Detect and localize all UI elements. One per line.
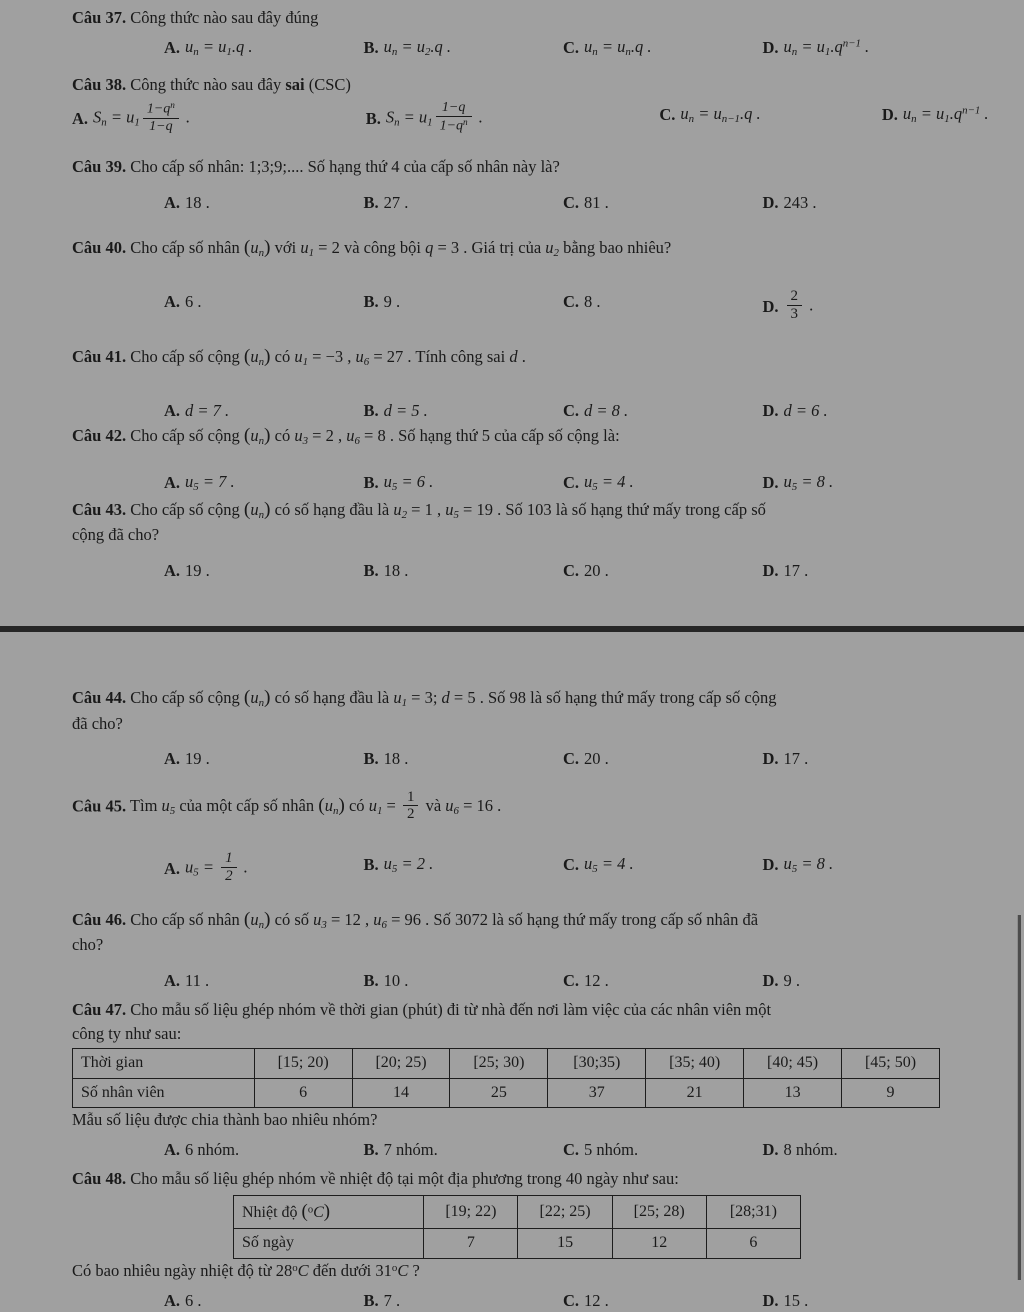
- option-b[interactable]: [364, 1138, 564, 1161]
- option-text: 8 .: [584, 291, 601, 311]
- question-46-text: Cho cấp số nhân $(u_n)$ có số $u_3 = 12$ , $u_6 = 96$ . Số 3072 là số hạng thứ mấy trong cấp số nhân đã: [130, 908, 759, 931]
- option-c[interactable]: [563, 969, 763, 992]
- question-43-options: [72, 559, 962, 582]
- option-d[interactable]: [763, 1138, 963, 1161]
- option-letter: A.: [164, 859, 181, 879]
- count-cell: 21: [646, 1078, 744, 1108]
- option-c[interactable]: [563, 470, 763, 496]
- question-47-stem: [72, 998, 962, 1021]
- option-text: 15 .: [783, 1290, 809, 1310]
- option-text: 20 .: [584, 749, 609, 769]
- option-letter: D.: [881, 105, 898, 125]
- option-letter: B.: [363, 400, 379, 420]
- option-b[interactable]: [364, 1289, 564, 1312]
- question-42: [72, 422, 962, 495]
- option-letter: C.: [563, 291, 580, 311]
- option-text: 6 .: [185, 1290, 202, 1310]
- option-text: $u_5 = 8$ .: [783, 854, 834, 876]
- option-letter: B.: [365, 109, 381, 129]
- question-46-options: [72, 969, 962, 992]
- question-48-text: Cho mẫu số liệu ghép nhóm về nhiệt độ tại một địa phương trong 40 ngày như sau:: [130, 1169, 679, 1189]
- option-letter: B.: [363, 1290, 379, 1310]
- option-text: d = 8 .: [584, 400, 629, 420]
- question-39-label: Câu 39.: [72, 157, 127, 177]
- option-text: $u_5 = 4$ .: [584, 472, 634, 494]
- option-text: $u_n = u_{n-1}.q$ .: [680, 104, 761, 126]
- option-d[interactable]: [762, 287, 963, 324]
- interval-cell: [22; 25): [518, 1195, 612, 1229]
- option-c[interactable]: [563, 399, 763, 422]
- option-text: $u_5 = 4$ .: [584, 854, 634, 876]
- question-40-label: Câu 40.: [72, 238, 127, 258]
- option-a[interactable]: [164, 559, 364, 582]
- option-text: 18 .: [383, 560, 409, 580]
- option-text: 9 .: [783, 970, 801, 990]
- question-46-label: Câu 46.: [72, 909, 127, 929]
- question-39: [72, 155, 962, 214]
- option-letter: A.: [164, 749, 181, 769]
- question-37-stem: [72, 6, 962, 29]
- question-45-stem: [72, 788, 962, 825]
- option-d[interactable]: [763, 969, 963, 992]
- question-44-text: Cho cấp số cộng $(u_n)$ có số hạng đầu là $u_1 = 3$; d = 5 . Số 98 là số hạng thứ mấy trong cấp số cộng: [130, 687, 777, 710]
- fraction-numerator: 2: [787, 289, 803, 306]
- option-a[interactable]: [164, 1289, 364, 1312]
- option-letter: A.: [72, 109, 89, 129]
- option-b[interactable]: [364, 559, 564, 582]
- option-text: 81 .: [584, 192, 609, 212]
- question-39-options: [72, 191, 962, 214]
- option-text: 243 .: [783, 192, 817, 212]
- question-43-stem: [72, 496, 962, 524]
- option-d[interactable]: [763, 191, 963, 214]
- question-48-subquestion: Có bao nhiêu ngày nhiệt độ từ 28$^o$C đến dưới 31$^o$C ?: [72, 1261, 420, 1281]
- option-a[interactable]: [72, 102, 366, 135]
- option-text: 11 .: [185, 970, 210, 990]
- question-40: [72, 234, 962, 323]
- option-text: d = 6 .: [783, 400, 828, 420]
- table-row: [73, 1078, 940, 1108]
- interval-cell: [28;31): [706, 1195, 800, 1229]
- interval-cell: [19; 22): [424, 1195, 518, 1229]
- option-a[interactable]: [164, 191, 364, 214]
- option-letter: A.: [164, 38, 181, 58]
- option-letter: B.: [363, 1139, 379, 1159]
- option-d[interactable]: [763, 35, 963, 61]
- option-text: 12 .: [584, 1290, 609, 1310]
- grouped-data-table-time: [72, 1048, 940, 1108]
- question-44: [72, 684, 962, 770]
- option-text: 7 nhóm.: [383, 1139, 438, 1159]
- question-43-stem-line2: cộng đã cho?: [72, 525, 160, 545]
- question-38-options: [72, 100, 989, 135]
- question-47-text-line1: Cho mẫu số liệu ghép nhóm về thời gian (phút) đi từ nhà đến nơi làm việc của các nhân viên một: [130, 1000, 772, 1020]
- option-b[interactable]: [364, 399, 564, 422]
- option-text: d = 5 .: [383, 400, 428, 420]
- option-text: $u_5$ = $\frac{1}{2}$ .: [185, 850, 248, 884]
- question-44-options: [72, 747, 962, 770]
- interval-cell: [15; 20): [254, 1048, 352, 1078]
- count-cell: 6: [254, 1078, 352, 1108]
- question-44-label: Câu 44.: [72, 688, 127, 708]
- page-right-edge-rail[interactable]: [1017, 915, 1021, 1280]
- count-cell: 25: [450, 1078, 548, 1108]
- row-header-time: Thời gian: [73, 1048, 255, 1078]
- question-45: [72, 788, 962, 886]
- option-letter: C.: [563, 855, 580, 875]
- question-43-label: Câu 43.: [72, 499, 127, 519]
- row-header-days: Số ngày: [234, 1229, 424, 1259]
- option-c[interactable]: [563, 559, 763, 582]
- option-b[interactable]: [364, 290, 564, 313]
- question-38-keyword: sai: [285, 74, 305, 94]
- count-cell: 9: [842, 1078, 940, 1108]
- option-letter: D.: [762, 400, 779, 420]
- question-45-text: Tìm $u_5$ của một cấp số nhân $(u_n)$ có $u_1$ = $\frac{1}{2}$ và $u_6 = 16$ .: [129, 788, 502, 823]
- interval-cell: [40; 45): [744, 1048, 842, 1078]
- question-44-stem: [72, 684, 962, 712]
- option-a[interactable]: [164, 290, 364, 313]
- option-letter: C.: [659, 105, 676, 125]
- option-text: 17 .: [783, 749, 809, 769]
- option-text: $u_5 = 6$ .: [383, 472, 434, 494]
- option-text: $\frac{2}{3}$ .: [784, 290, 814, 324]
- option-letter: D.: [762, 296, 779, 316]
- option-letter: A.: [164, 400, 181, 420]
- interval-cell: [45; 50): [842, 1048, 940, 1078]
- option-text: 18 .: [185, 192, 210, 212]
- interval-cell: [25; 28): [612, 1195, 706, 1229]
- option-letter: C.: [563, 473, 580, 493]
- question-48-stem: [72, 1167, 962, 1190]
- option-text: $u_n = u_1.q^{n-1}$ .: [902, 104, 989, 126]
- option-c[interactable]: [563, 1138, 763, 1161]
- option-letter: A.: [164, 473, 181, 493]
- option-letter: C.: [563, 192, 580, 212]
- question-48-options: [72, 1289, 962, 1312]
- question-47-subquestion: Mẫu số liệu được chia thành bao nhiêu nhóm?: [72, 1110, 378, 1130]
- option-d[interactable]: [763, 852, 963, 878]
- option-b[interactable]: [364, 969, 564, 992]
- option-text: 10 .: [383, 970, 409, 990]
- option-letter: C.: [563, 560, 580, 580]
- option-b[interactable]: [364, 747, 564, 770]
- count-cell: 12: [612, 1229, 706, 1259]
- question-38-text-pre: Công thức nào sau đây: [130, 74, 286, 94]
- question-40-text: Cho cấp số nhân $(u_n)$ với $u_1 = 2$ và công bội q = 3 . Giá trị của $u_2$ bằng bao nhiêu?: [130, 237, 672, 260]
- fraction-numerator: 1: [403, 790, 419, 807]
- question-40-stem: [72, 234, 962, 262]
- question-37-options: [72, 35, 962, 61]
- option-b[interactable]: [364, 470, 564, 496]
- option-letter: D.: [762, 970, 779, 990]
- grouped-data-table-temperature: [233, 1195, 801, 1260]
- question-47-stem-line2: công ty như sau:: [72, 1023, 182, 1043]
- option-c[interactable]: [563, 191, 763, 214]
- option-text: 27 .: [383, 192, 409, 212]
- question-41: [72, 343, 962, 422]
- interval-cell: [25; 30): [450, 1048, 548, 1078]
- option-letter: D.: [762, 192, 779, 212]
- option-text: 6 .: [185, 291, 202, 311]
- option-text: 7 .: [383, 1290, 401, 1310]
- option-a[interactable]: [164, 399, 364, 422]
- option-text: $u_5 = 8$ .: [783, 472, 834, 494]
- option-letter: B.: [363, 560, 379, 580]
- option-a[interactable]: [164, 470, 364, 496]
- question-47: [72, 998, 962, 1161]
- count-cell: 15: [518, 1229, 612, 1259]
- option-letter: D.: [762, 749, 779, 769]
- sheet-top: [0, 0, 1024, 582]
- option-c[interactable]: [563, 852, 763, 878]
- row-header-temperature: Nhiệt độ ($^o$C): [234, 1195, 424, 1229]
- option-letter: A.: [164, 970, 181, 990]
- question-47-options: [72, 1138, 962, 1161]
- option-text: $S_n = u_1$ $\frac{1-q}{1-q^n}$ .: [385, 100, 483, 134]
- option-letter: A.: [164, 560, 181, 580]
- option-d[interactable]: [882, 102, 1024, 128]
- question-41-options: [72, 399, 962, 422]
- option-text: 8 nhóm.: [783, 1139, 838, 1159]
- table-row: [234, 1195, 801, 1229]
- option-text: 12 .: [584, 970, 609, 990]
- option-a[interactable]: [164, 969, 364, 992]
- question-46-stem: [72, 906, 962, 934]
- option-letter: A.: [164, 1290, 181, 1310]
- question-37-label: Câu 37.: [72, 8, 127, 27]
- table-row: [234, 1229, 801, 1259]
- count-cell: 6: [706, 1229, 800, 1259]
- option-letter: B.: [363, 291, 379, 311]
- question-46: [72, 906, 962, 992]
- option-text: 18 .: [383, 749, 409, 769]
- fraction-denominator: 3: [790, 305, 799, 322]
- option-b[interactable]: [364, 191, 564, 214]
- option-c[interactable]: [563, 290, 763, 313]
- option-a[interactable]: [164, 852, 364, 886]
- question-48-label: Câu 48.: [72, 1169, 127, 1189]
- question-45-options: [72, 852, 962, 886]
- question-38-stem: [72, 73, 962, 96]
- option-text: 6 nhóm.: [185, 1139, 240, 1159]
- option-letter: B.: [363, 473, 379, 493]
- option-text: 20 .: [584, 560, 609, 580]
- option-a[interactable]: [164, 747, 364, 770]
- fraction-denominator: 2: [225, 867, 233, 884]
- option-text: $u_5 = 7$ .: [185, 472, 235, 494]
- option-text: $u_n = u_1.q^{n-1}$ .: [783, 37, 870, 59]
- option-text: 19 .: [185, 560, 210, 580]
- option-letter: A.: [164, 291, 181, 311]
- option-c[interactable]: [563, 747, 763, 770]
- question-41-stem: [72, 343, 962, 371]
- option-c[interactable]: [563, 35, 763, 61]
- option-d[interactable]: [763, 559, 963, 582]
- question-41-text: Cho cấp số cộng $(u_n)$ có $u_1 = -3$ , $u_6 = 27$ . Tính công sai d .: [130, 346, 526, 369]
- question-41-label: Câu 41.: [72, 347, 127, 367]
- option-letter: A.: [164, 1139, 181, 1159]
- option-letter: D.: [762, 473, 779, 493]
- option-letter: D.: [762, 1139, 779, 1159]
- option-letter: B.: [363, 855, 379, 875]
- option-text: $u_n = u_1.q$ .: [185, 37, 253, 59]
- option-a[interactable]: [164, 1138, 364, 1161]
- option-text: $S_n = u_1$ $\frac{1-q^n}{1-q}$ .: [93, 100, 191, 134]
- question-43: [72, 496, 962, 582]
- fraction-denominator: 2: [406, 806, 415, 823]
- option-letter: A.: [164, 192, 181, 212]
- question-48: [72, 1167, 962, 1312]
- interval-cell: [20; 25): [352, 1048, 450, 1078]
- option-text: $u_n = u_2.q$ .: [383, 37, 452, 59]
- option-text: $u_5 = 2$ .: [383, 854, 434, 876]
- count-cell: 14: [352, 1078, 450, 1108]
- option-a[interactable]: [164, 35, 364, 61]
- question-42-stem: [72, 422, 962, 450]
- count-cell: 7: [424, 1229, 518, 1259]
- question-39-stem: [72, 155, 962, 178]
- question-47-label: Câu 47.: [72, 1000, 127, 1020]
- table-row: [73, 1048, 940, 1078]
- option-letter: C.: [563, 400, 580, 420]
- option-letter: C.: [563, 1139, 580, 1159]
- interval-cell: [30;35): [548, 1048, 646, 1078]
- option-text: $u_n = u_n.q$ .: [584, 37, 652, 59]
- option-text: 17 .: [783, 560, 809, 580]
- question-37-text: Công thức nào sau đây đúng: [130, 8, 319, 27]
- option-c[interactable]: [563, 1289, 763, 1312]
- option-d[interactable]: [763, 1289, 963, 1312]
- question-42-label: Câu 42.: [72, 426, 127, 446]
- option-letter: B.: [363, 38, 379, 58]
- count-cell: 13: [744, 1078, 842, 1108]
- question-45-label: Câu 45.: [72, 796, 127, 816]
- fraction-numerator: 1: [221, 851, 237, 868]
- option-text: 5 nhóm.: [584, 1139, 639, 1159]
- question-44-stem-line2: đã cho?: [72, 713, 123, 733]
- question-38-label: Câu 38.: [72, 74, 127, 94]
- question-42-options: [72, 470, 962, 496]
- option-letter: C.: [563, 970, 580, 990]
- interval-cell: [35; 40): [646, 1048, 744, 1078]
- sheet-bottom: [0, 684, 1024, 1312]
- question-38-text-post: (CSC): [304, 74, 351, 94]
- option-text: 19 .: [185, 749, 210, 769]
- question-40-options: [72, 287, 962, 324]
- option-letter: C.: [563, 38, 580, 58]
- option-letter: B.: [363, 192, 379, 212]
- question-38: [72, 73, 989, 135]
- option-d[interactable]: [763, 470, 963, 496]
- option-c[interactable]: [659, 102, 882, 128]
- question-42-text: Cho cấp số cộng $(u_n)$ có $u_3 = 2$ , $u_6 = 8$ . Số hạng thứ 5 của cấp số cộng là:: [130, 425, 620, 448]
- option-letter: D.: [762, 560, 779, 580]
- question-39-text: Cho cấp số nhân: 1;3;9;.... Số hạng thứ 4 của cấp số nhân này là?: [130, 157, 560, 177]
- option-d[interactable]: [763, 399, 963, 422]
- option-d[interactable]: [763, 747, 963, 770]
- option-text: 9 .: [383, 291, 401, 311]
- count-cell: 37: [548, 1078, 646, 1108]
- option-letter: C.: [563, 1290, 580, 1310]
- question-37: [72, 6, 962, 61]
- option-b[interactable]: [364, 852, 564, 878]
- option-letter: D.: [762, 38, 779, 58]
- question-43-text: Cho cấp số cộng $(u_n)$ có số hạng đầu là $u_2 = 1$ , $u_5 = 19$ . Số 103 là số hạng thứ mấy trong cấp số: [130, 498, 766, 521]
- row-header-employees: Số nhân viên: [73, 1078, 255, 1108]
- option-text: d = 7 .: [185, 400, 230, 420]
- option-letter: D.: [762, 855, 779, 875]
- option-b[interactable]: [364, 35, 564, 61]
- option-letter: C.: [563, 749, 580, 769]
- option-b[interactable]: [366, 102, 660, 135]
- question-46-stem-line2: cho?: [72, 935, 104, 955]
- option-letter: B.: [363, 749, 379, 769]
- option-letter: D.: [762, 1290, 779, 1310]
- option-letter: B.: [363, 970, 379, 990]
